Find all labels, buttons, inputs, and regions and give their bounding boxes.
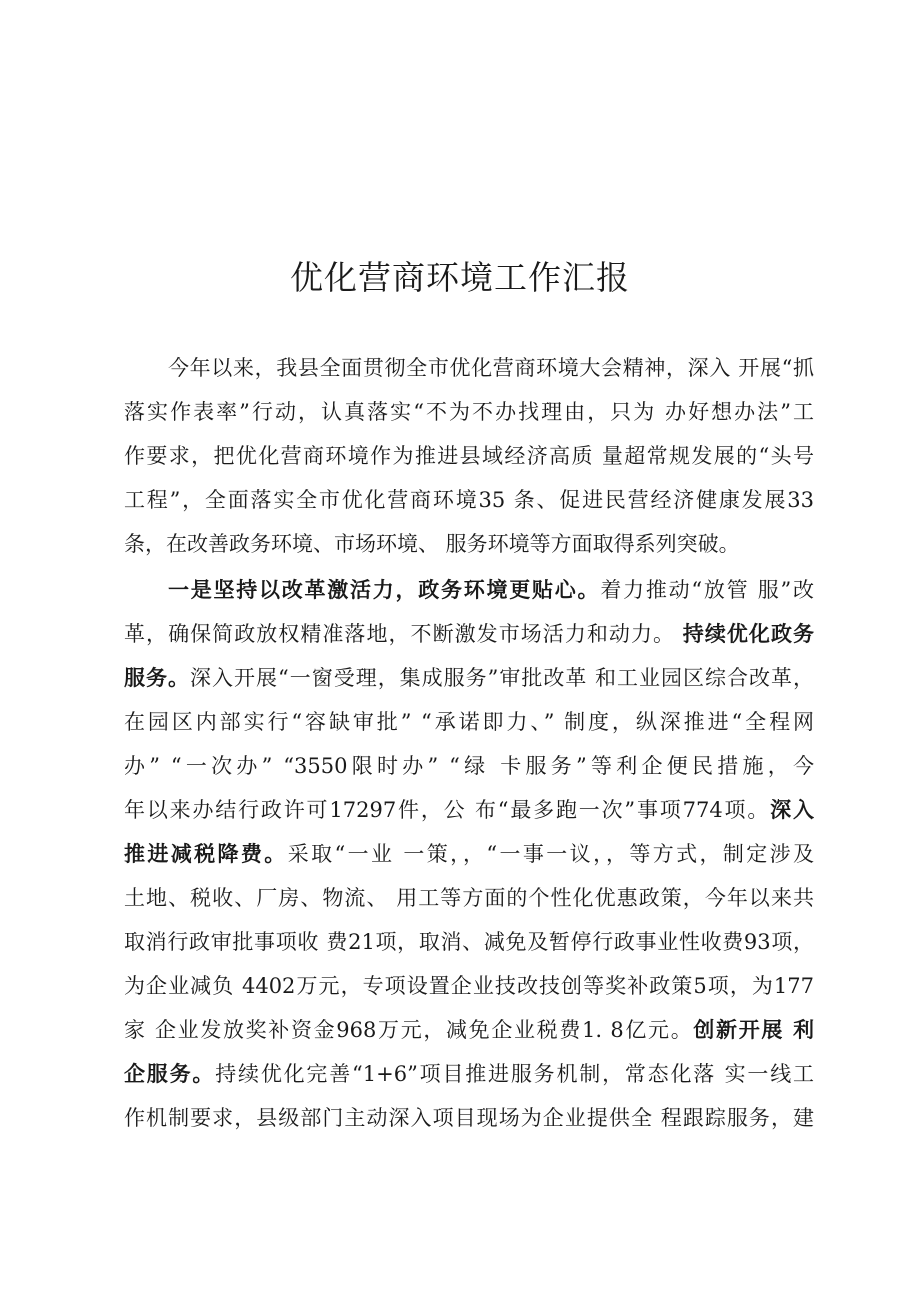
text-run: 作要求，把优化营商环境作为推进县域经济高质 量超常规发展的“头号 [124, 444, 814, 468]
text-run: 为企业减负 4402万元，专项设置企业技改技创等奖补政策5项，为177 [124, 974, 814, 998]
text-run: 着力推动“放管 服”改 [600, 578, 814, 602]
body-line [124, 1096, 814, 1140]
text-run: 持续优化完善“1+6”项目推进服务机制，常态化落 实一线工 [215, 1062, 814, 1086]
body-line [124, 876, 814, 920]
text-run: 土地、税收、厂房、物流、 用工等方面的个性化优惠政策，今年以来共 [124, 886, 814, 910]
body-line [124, 478, 814, 522]
bold-heading-run: 一是坚持以改革激活力，政务环境更贴心。 [168, 577, 601, 602]
text-run: 深入开展“一窗受理，集成服务”审批改革 和工业园区综合改革， [190, 666, 814, 690]
bold-heading-run: 服务。 [124, 665, 190, 690]
body-line [124, 788, 814, 832]
text-run: 办” “一次办” “3550限时办” “绿 卡服务”等利企便民措施，今 [124, 754, 814, 778]
text-run: 采取“一业 一策，，“一事一议，，等方式，制定涉及 [287, 842, 814, 866]
body-line [168, 346, 814, 390]
body-line [124, 832, 814, 876]
bold-heading-run: 推进减税降费。 [124, 841, 288, 866]
body-line [124, 656, 814, 700]
text-run: 革，确保简政放权精准落地，不断激发市场活力和动力。 [124, 622, 683, 646]
text-run: 作机制要求，县级部门主动深入项目现场为企业提供全 程跟踪服务，建 [124, 1106, 814, 1130]
text-run: 条，在改善政务环境、市场环境、 服务环境等方面取得系列突破。 [124, 532, 740, 556]
text-run: 取消行政审批事项收 费21项，取消、减免及暂停行政事业性收费93项， [124, 930, 814, 954]
text-run: 家 企业发放奖补资金968万元，减免企业税费1. 8亿元。 [124, 1018, 694, 1042]
document-title: 优化营商环境工作汇报 [290, 258, 630, 297]
text-run: 在园区内部实行“容缺审批” “承诺即力、” 制度，纵深推进“全程网 [124, 710, 814, 734]
text-run: 年以来办结行政许可17297件，公 布“最多跑一次”事项774项。 [124, 798, 771, 822]
bold-heading-run: 企服务。 [124, 1061, 216, 1086]
bold-heading-run: 创新开展 利 [693, 1017, 814, 1042]
text-run: 落实作表率”行动，认真落实“不为不办找理由，只为 办好想办法”工 [124, 400, 814, 424]
body-line [124, 964, 814, 1008]
text-run: 今年以来，我县全面贯彻全市优化营商环境大会精神，深入 开展“抓 [168, 356, 814, 380]
body-line [168, 568, 814, 612]
bold-heading-run: 持续优化政务 [682, 621, 814, 646]
body-line [124, 522, 814, 566]
body-line [124, 612, 814, 656]
text-run: 工程”，全面落实全市优化营商环境35 条、促进民营经济健康发展33 [124, 488, 814, 512]
body-line [124, 390, 814, 434]
body-line [124, 700, 814, 744]
body-line [124, 1008, 814, 1052]
body-line [124, 744, 814, 788]
body-line [124, 1052, 814, 1096]
bold-heading-run: 深入 [770, 797, 814, 822]
body-line [124, 434, 814, 478]
body-line [124, 920, 814, 964]
